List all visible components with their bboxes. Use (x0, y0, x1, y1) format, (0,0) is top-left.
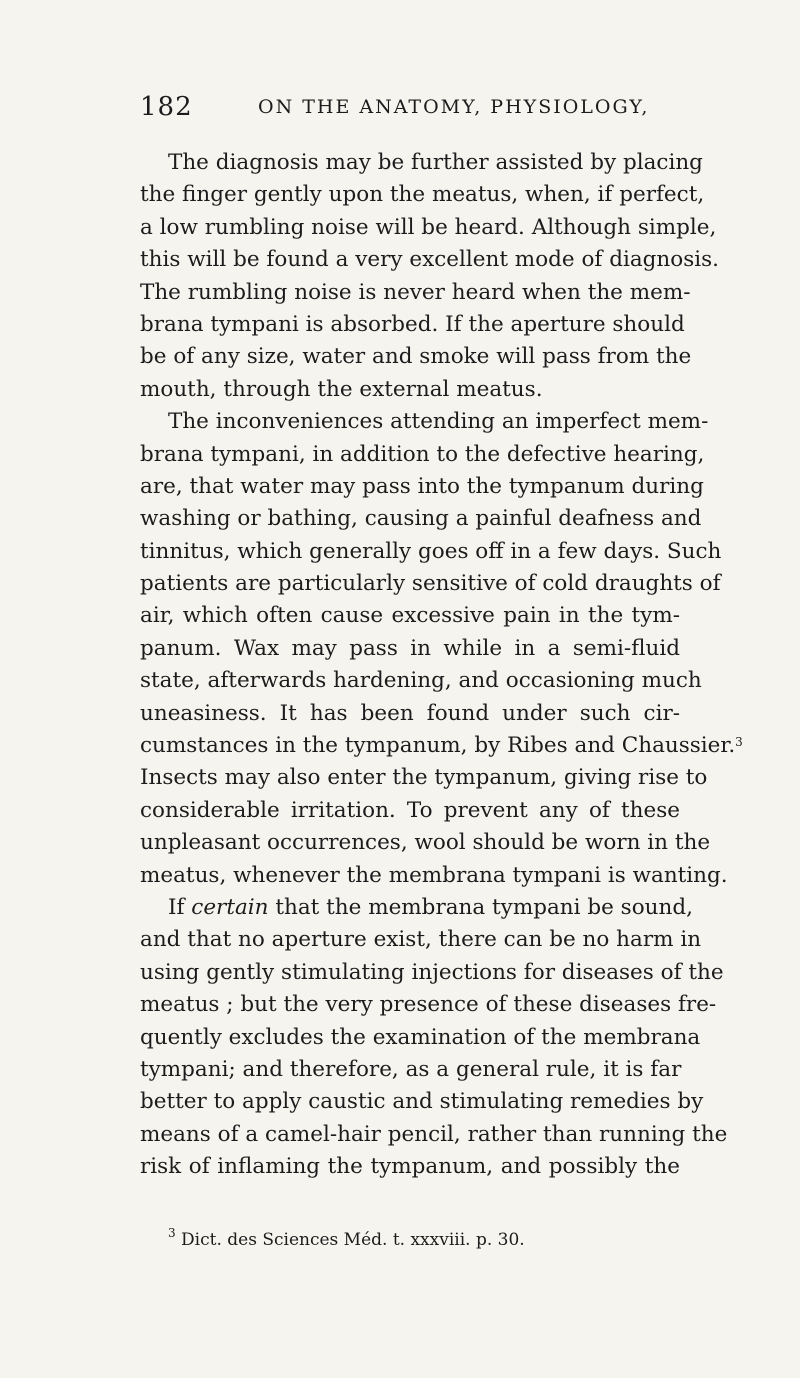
text-line (140, 1086, 704, 1118)
text-segment: means of a camel-hair pencil, rather than running the (140, 1121, 728, 1147)
text-segment: meatus, whenever the membrana tympani is wanting. (140, 862, 728, 888)
text-line (140, 1054, 680, 1086)
text-segment: If (168, 894, 192, 920)
text-segment: brana tympani is absorbed. If the aperture should (140, 311, 685, 337)
text-segment: washing or bathing, causing a painful deafness and (140, 506, 702, 532)
text-line (140, 1151, 680, 1183)
italic-text: certain (191, 894, 269, 920)
text-segment: patients are particularly sensitive of cold draughts of (140, 571, 721, 597)
text-line (140, 762, 708, 794)
text-line (140, 892, 693, 924)
text-line (140, 665, 702, 697)
text-line (140, 860, 728, 892)
text-segment: mouth, through the external meatus. (140, 376, 543, 402)
text-line (140, 827, 711, 859)
text-segment: meatus ; but the very presence of these diseases fre- (140, 992, 717, 1018)
page-number: 182 (140, 92, 193, 122)
text-segment: considerable irritation. To prevent any of these (140, 797, 680, 823)
body-text (140, 147, 743, 1184)
text-line (140, 503, 702, 535)
text-line (140, 600, 680, 632)
text-segment: The inconveniences attending an imperfect mem- (168, 409, 709, 435)
text-line (140, 244, 719, 276)
text-segment: risk of inflaming the tympanum, and possibly the (140, 1154, 680, 1180)
text-segment: quently excludes the examination of the membrana (140, 1024, 701, 1050)
text-segment: the finger gently upon the meatus, when, if perfect, (140, 182, 705, 208)
text-segment: panum. Wax may pass in while in a semi-fluid (140, 635, 680, 661)
text-line (140, 439, 705, 471)
text-line (140, 471, 704, 503)
text-segment: that the membrana tympani be sound, (268, 894, 693, 920)
text-line (140, 147, 703, 179)
text-line (140, 406, 709, 438)
text-line (140, 374, 680, 406)
text-line (140, 957, 724, 989)
text-line (140, 309, 685, 341)
text-line (140, 1022, 701, 1054)
text-segment: The diagnosis may be further assisted by placing (168, 150, 703, 175)
text-line (140, 1119, 728, 1151)
text-segment: using gently stimulating injections for diseases of the (140, 959, 724, 985)
text-segment: tinnitus, which generally goes off in a few days. Such (140, 538, 722, 564)
text-line (140, 536, 722, 568)
footnote-text: Dict. des Sciences Méd. t. xxxviii. p. 30. (175, 1230, 525, 1250)
text-line (140, 730, 743, 762)
text-line (140, 698, 680, 730)
text-line (140, 568, 721, 600)
running-head: ON THE ANATOMY, PHYSIOLOGY, (258, 96, 650, 118)
text-segment: uneasiness. It has been found under such cir- (140, 700, 680, 726)
text-segment: air, which often cause excessive pain in the tym- (140, 603, 680, 629)
text-line (140, 989, 717, 1021)
text-line (140, 277, 691, 309)
text-segment: tympani; and therefore, as a general rule, it is far (140, 1056, 682, 1082)
text-segment: Insects may also enter the tympanum, giving rise to (140, 765, 708, 791)
text-segment: this will be found a very excellent mode of diagnosis. (140, 247, 719, 273)
text-segment: be of any size, water and smoke will pass from the (140, 344, 692, 370)
text-segment: unpleasant occurrences, wool should be worn in the (140, 830, 711, 856)
footnote-reference: 3 (735, 735, 743, 750)
text-line (140, 212, 717, 244)
text-line (140, 795, 680, 827)
text-segment: The rumbling noise is never heard when the mem- (140, 279, 691, 305)
text-line (140, 341, 692, 373)
text-segment: and that no aperture exist, there can be no harm in (140, 927, 702, 953)
text-line (140, 633, 680, 665)
text-segment: brana tympani, in addition to the defective hearing, (140, 441, 705, 467)
text-segment: a low rumbling noise will be heard. Although simple, (140, 214, 717, 240)
text-segment: are, that water may pass into the tympanum during (140, 473, 704, 499)
text-segment: better to apply caustic and stimulating remedies by (140, 1089, 704, 1115)
footnote (168, 1226, 525, 1250)
text-line (140, 924, 702, 956)
page-header (140, 92, 680, 132)
text-line (140, 179, 705, 211)
text-segment: state, afterwards hardening, and occasioning much (140, 668, 702, 694)
text-segment: cumstances in the tympanum, by Ribes and Chaussier. (140, 733, 736, 759)
footnote-marker: 3 (168, 1226, 176, 1240)
